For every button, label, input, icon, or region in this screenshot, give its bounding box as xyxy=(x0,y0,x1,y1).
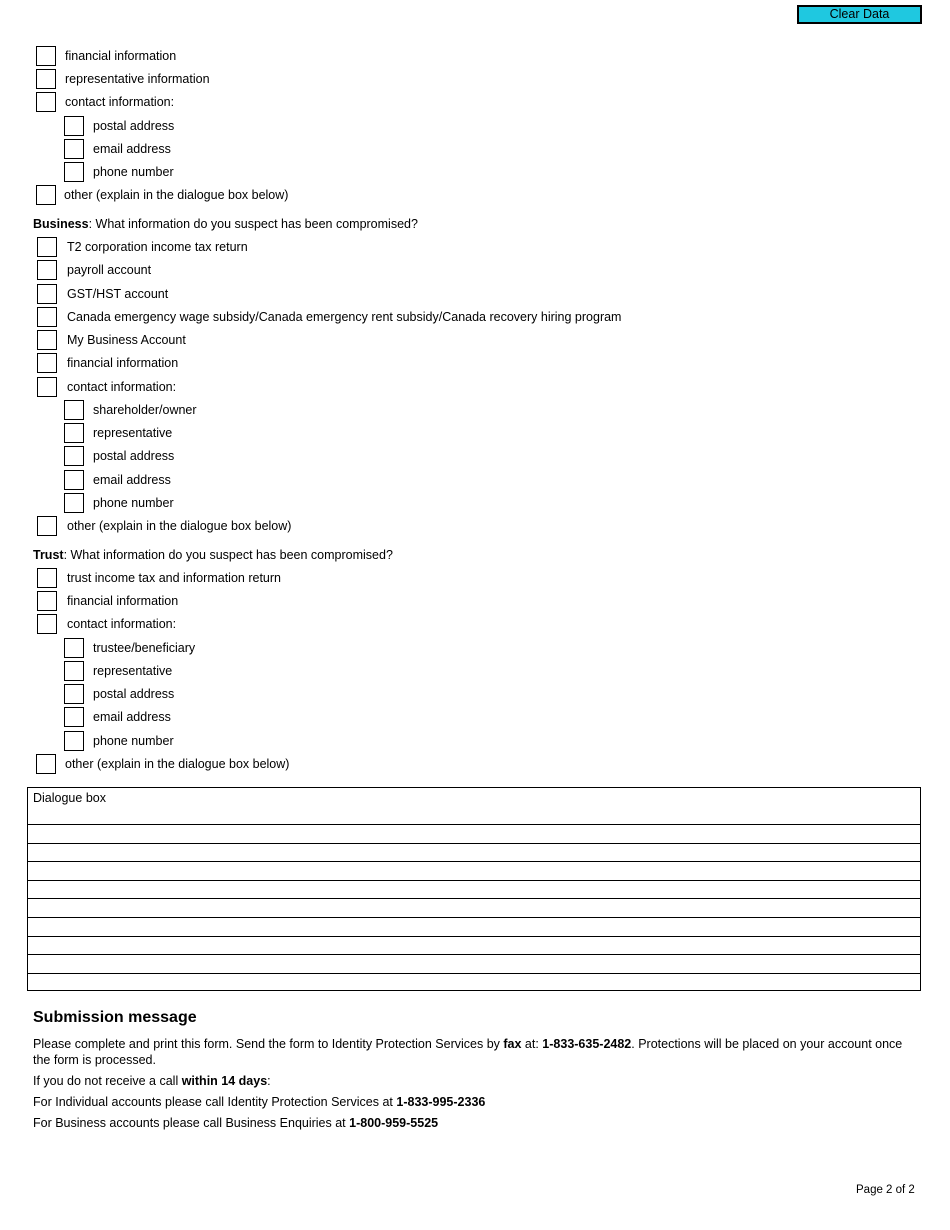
callback-text: If you do not receive a call xyxy=(33,1074,182,1088)
checkbox-emergency-subsidy[interactable] xyxy=(37,307,57,327)
checkbox-trust-postal-address[interactable] xyxy=(64,684,84,704)
fax-label: fax xyxy=(503,1037,522,1051)
checkbox-phone-number[interactable] xyxy=(64,162,84,182)
checkbox-label: email address xyxy=(93,473,171,487)
checkbox-business-email-address[interactable] xyxy=(64,470,84,490)
checkbox-email-address[interactable] xyxy=(64,139,84,159)
checkbox-label: financial information xyxy=(65,49,177,63)
trust-question xyxy=(33,547,393,563)
clear-data-button[interactable]: Clear Data xyxy=(797,5,922,24)
checkbox-label: email address xyxy=(93,142,171,156)
checkbox-contact-information[interactable] xyxy=(36,92,56,112)
checkbox-t2-return[interactable] xyxy=(37,237,57,257)
checkbox-trustee-beneficiary[interactable] xyxy=(64,638,84,658)
checkbox-business-postal-address[interactable] xyxy=(64,446,84,466)
business-contact-paragraph xyxy=(33,1115,913,1131)
dialogue-box-title: Dialogue box xyxy=(33,791,106,805)
dialogue-line xyxy=(28,936,920,937)
checkbox-label: phone number xyxy=(93,496,174,510)
checkbox-gst-hst-account[interactable] xyxy=(37,284,57,304)
checkbox-trust-contact-information[interactable] xyxy=(37,614,57,634)
checkbox-trust-email-address[interactable] xyxy=(64,707,84,727)
checkbox-business-other[interactable] xyxy=(37,516,57,536)
submission-text: . Protections will be placed on your account once the form is processed. xyxy=(33,1037,903,1067)
checkbox-label: postal address xyxy=(93,687,175,701)
checkbox-label: phone number xyxy=(93,734,174,748)
dialogue-line xyxy=(28,824,920,825)
checkbox-label: other (explain in the dialogue box below) xyxy=(64,188,289,202)
checkbox-label: contact information: xyxy=(67,617,177,631)
checkbox-label: other (explain in the dialogue box below) xyxy=(65,757,290,771)
checkbox-label: postal address xyxy=(93,449,175,463)
dialogue-line xyxy=(28,898,920,899)
dialogue-line xyxy=(28,954,920,955)
checkbox-label: email address xyxy=(93,710,171,724)
checkbox-postal-address[interactable] xyxy=(64,116,84,136)
dialogue-line xyxy=(28,843,920,844)
individual-contact-paragraph xyxy=(33,1094,913,1110)
business-question-title: Business xyxy=(33,217,89,231)
page-number: Page 2 of 2 xyxy=(856,1184,915,1196)
checkbox-label: trustee/beneficiary xyxy=(93,641,196,655)
dialogue-line xyxy=(28,861,920,862)
business-question-text: : What information do you suspect has been compromised? xyxy=(88,217,418,231)
checkbox-label: representative xyxy=(93,664,173,678)
checkbox-my-business-account[interactable] xyxy=(37,330,57,350)
submission-paragraph xyxy=(33,1036,913,1068)
checkbox-label: representative xyxy=(93,426,173,440)
checkbox-representative-information[interactable] xyxy=(36,69,56,89)
business-question xyxy=(33,216,418,232)
checkbox-label: trust income tax and information return xyxy=(67,571,281,585)
submission-title: Submission message xyxy=(33,1009,197,1026)
business-phone-number: 1-800-959-5525 xyxy=(349,1116,439,1130)
checkbox-financial-information[interactable] xyxy=(36,46,56,66)
checkbox-trust-phone-number[interactable] xyxy=(64,731,84,751)
callback-paragraph xyxy=(33,1073,913,1089)
checkbox-label: contact information: xyxy=(65,95,175,109)
checkbox-business-representative[interactable] xyxy=(64,423,84,443)
checkbox-label: Canada emergency wage subsidy/Canada emergency rent subsidy/Canada recovery hiring program xyxy=(67,310,622,324)
submission-text: at: xyxy=(521,1037,543,1051)
checkbox-trust-representative[interactable] xyxy=(64,661,84,681)
checkbox-label: postal address xyxy=(93,119,175,133)
checkbox-label: other (explain in the dialogue box below) xyxy=(67,519,292,533)
checkbox-label: phone number xyxy=(93,165,174,179)
checkbox-label: My Business Account xyxy=(67,333,186,347)
dialogue-box[interactable] xyxy=(27,787,921,991)
checkbox-payroll-account[interactable] xyxy=(37,260,57,280)
checkbox-label: GST/HST account xyxy=(67,287,169,301)
checkbox-trust-other[interactable] xyxy=(36,754,56,774)
checkbox-label: financial information xyxy=(67,356,179,370)
trust-question-title: Trust xyxy=(33,548,64,562)
fax-number: 1-833-635-2482 xyxy=(542,1037,632,1051)
checkbox-label: contact information: xyxy=(67,380,177,394)
checkbox-label: T2 corporation income tax return xyxy=(67,240,248,254)
checkbox-business-contact-information[interactable] xyxy=(37,377,57,397)
checkbox-label: shareholder/owner xyxy=(93,403,197,417)
individual-phone-number: 1-833-995-2336 xyxy=(396,1095,486,1109)
checkbox-business-financial-information[interactable] xyxy=(37,353,57,373)
checkbox-label: payroll account xyxy=(67,263,152,277)
individual-contact-text: For Individual accounts please call Identity Protection Services at xyxy=(33,1095,397,1109)
checkbox-other[interactable] xyxy=(36,185,56,205)
checkbox-label: representative information xyxy=(65,72,210,86)
checkbox-label: financial information xyxy=(67,594,179,608)
dialogue-line xyxy=(28,973,920,974)
checkbox-trust-return[interactable] xyxy=(37,568,57,588)
trust-question-text: : What information do you suspect has been compromised? xyxy=(63,548,393,562)
callback-period: within 14 days xyxy=(181,1074,268,1088)
checkbox-business-phone-number[interactable] xyxy=(64,493,84,513)
checkbox-trust-financial-information[interactable] xyxy=(37,591,57,611)
business-contact-text: For Business accounts please call Business Enquiries at xyxy=(33,1116,350,1130)
submission-text: Please complete and print this form. Send the form to Identity Protection Services by xyxy=(33,1037,504,1051)
dialogue-line xyxy=(28,880,920,881)
callback-text: : xyxy=(267,1074,271,1088)
checkbox-shareholder-owner[interactable] xyxy=(64,400,84,420)
dialogue-line xyxy=(28,917,920,918)
